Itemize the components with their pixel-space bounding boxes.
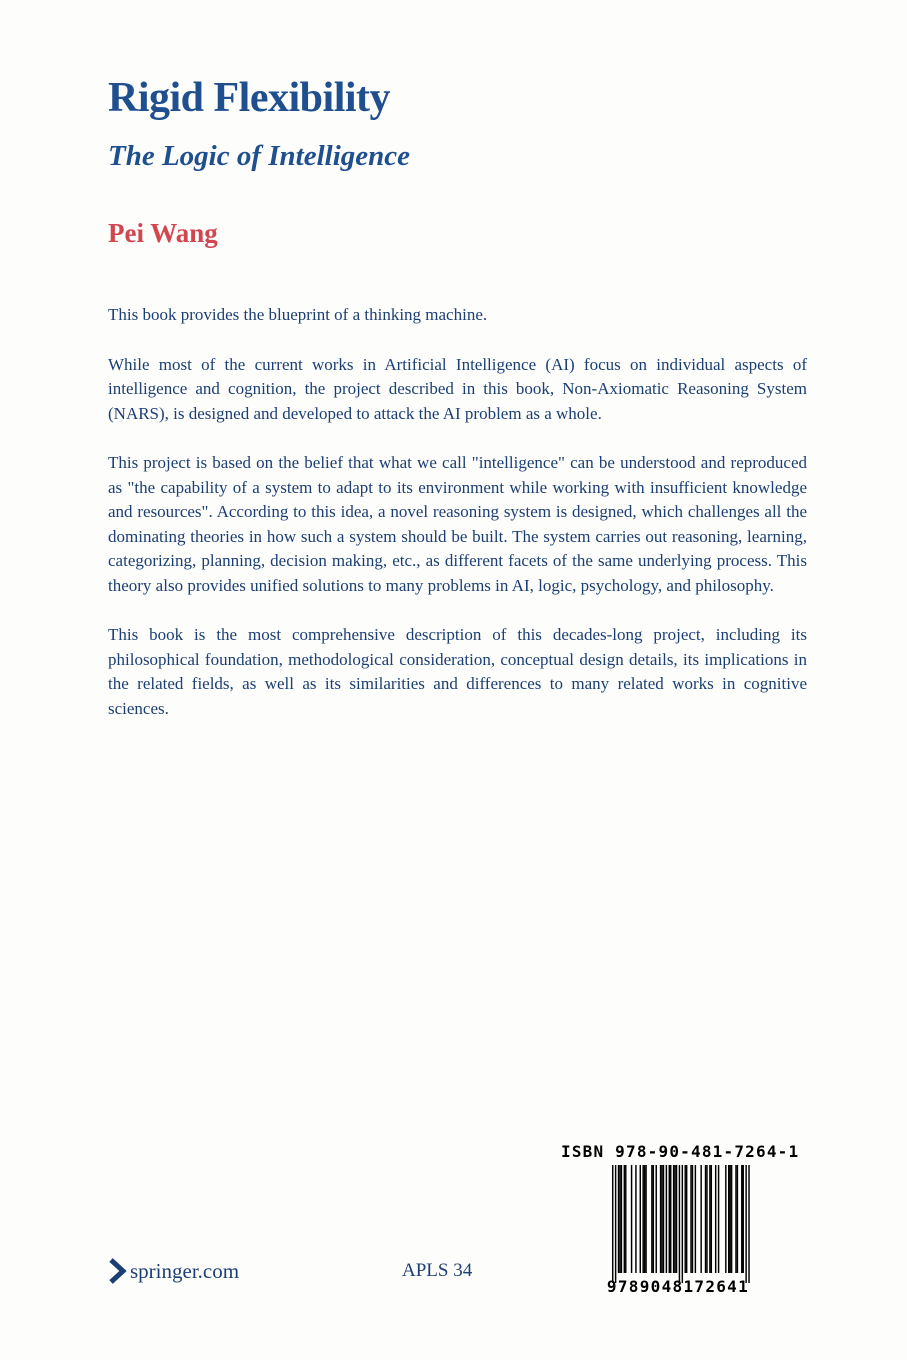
barcode-bar [725, 1165, 726, 1273]
barcode-bar [624, 1165, 625, 1273]
barcode-bar [692, 1165, 693, 1273]
book-subtitle: The Logic of Intelligence [108, 140, 411, 172]
barcode-bar [621, 1165, 622, 1273]
series-label: APLS 34 [402, 1260, 473, 1281]
barcode-bar [686, 1165, 687, 1273]
barcode-bar [631, 1165, 632, 1273]
barcode-bar [676, 1165, 677, 1273]
barcode-bar [651, 1165, 652, 1273]
barcode-bar [673, 1165, 674, 1273]
barcode-bar [612, 1165, 613, 1283]
barcode-bar [615, 1165, 616, 1283]
barcode-bar [644, 1165, 645, 1273]
blurb-paragraph: This book is the most comprehensive description of this decades-long project, including its philosophical foundation, methodological consideration, conceptual design details, its implications in the related fields, as well as its similarities and differences to many related works in cognitive sciences. [108, 625, 807, 718]
barcode-bar [670, 1165, 671, 1273]
barcode-bar [735, 1165, 736, 1273]
barcode-bar [729, 1165, 730, 1273]
barcode-bar [695, 1165, 696, 1273]
barcode-bar [711, 1165, 712, 1273]
barcode-bar [666, 1165, 667, 1273]
barcode-bar [748, 1165, 749, 1283]
isbn-barcode-block [560, 1142, 800, 1295]
barcode-bar [642, 1165, 643, 1273]
barcode-bar [618, 1165, 619, 1273]
barcode-bar [674, 1165, 675, 1273]
barcode-bar [656, 1165, 657, 1273]
blurb-paragraph: This project is based on the belief that what we call "intelligence" can be understood and reproduced as "the capability of a system to adapt to its environment while working with insufficient knowledge and resources". According to this idea, a novel reasoning system is designed, which challenges all the dominating theories in how such a system should be built. The system carries out reasoning, learning, categorizing, planning, decision making, etc., as different facets of the same underlying process. This theory also provides unified solutions to many problems in AI, logic, psychology, and philosophy. [108, 453, 807, 595]
barcode-bar [660, 1165, 661, 1273]
barcode-bar [682, 1165, 683, 1283]
barcode-bar [728, 1165, 729, 1273]
publisher-link[interactable] [108, 1257, 239, 1285]
barcode-bar [669, 1165, 670, 1273]
barcode-bar [715, 1165, 716, 1273]
barcode-bar [685, 1165, 686, 1273]
chevron-right-icon [108, 1257, 128, 1285]
blurb-paragraph: This book provides the blueprint of a thinking machine. [108, 305, 488, 324]
back-cover-blurb [108, 303, 807, 746]
barcode-bar [690, 1165, 691, 1273]
publisher-site: springer.com [130, 1258, 240, 1283]
isbn-label: ISBN 978-90-481-7264-1 [561, 1142, 800, 1161]
barcode-bar [709, 1165, 710, 1273]
barcode-bar [731, 1165, 732, 1273]
barcode-bar [741, 1165, 742, 1273]
barcode-bar [743, 1165, 744, 1273]
barcode-bar [737, 1165, 738, 1273]
barcode-bar [705, 1165, 706, 1273]
barcode-bar [619, 1165, 620, 1273]
barcode-bar [706, 1165, 707, 1273]
barcode-bar [718, 1165, 719, 1273]
barcode-bar [745, 1165, 746, 1283]
barcode-bar [663, 1165, 664, 1273]
barcode-bar [635, 1165, 636, 1273]
barcode-bar [653, 1165, 654, 1273]
barcode-bar [661, 1165, 662, 1273]
barcode-bar [640, 1165, 641, 1273]
book-author: Pei Wang [108, 218, 218, 248]
barcode-bar [625, 1165, 626, 1273]
barcode [560, 1165, 796, 1295]
barcode-digits: 9789048172641 [606, 1277, 750, 1295]
barcode-bar [679, 1165, 680, 1283]
book-title: Rigid Flexibility [108, 75, 391, 121]
blurb-paragraph: While most of the current works in Artificial Intelligence (AI) focus on individual aspects of intelligence and cognition, the project described in this book, Non-Axiomatic Reasoning System (NARS), is designed and developed to attack the AI problem as a whole. [108, 354, 807, 423]
barcode-bar [645, 1165, 646, 1273]
barcode-bar [700, 1165, 701, 1273]
